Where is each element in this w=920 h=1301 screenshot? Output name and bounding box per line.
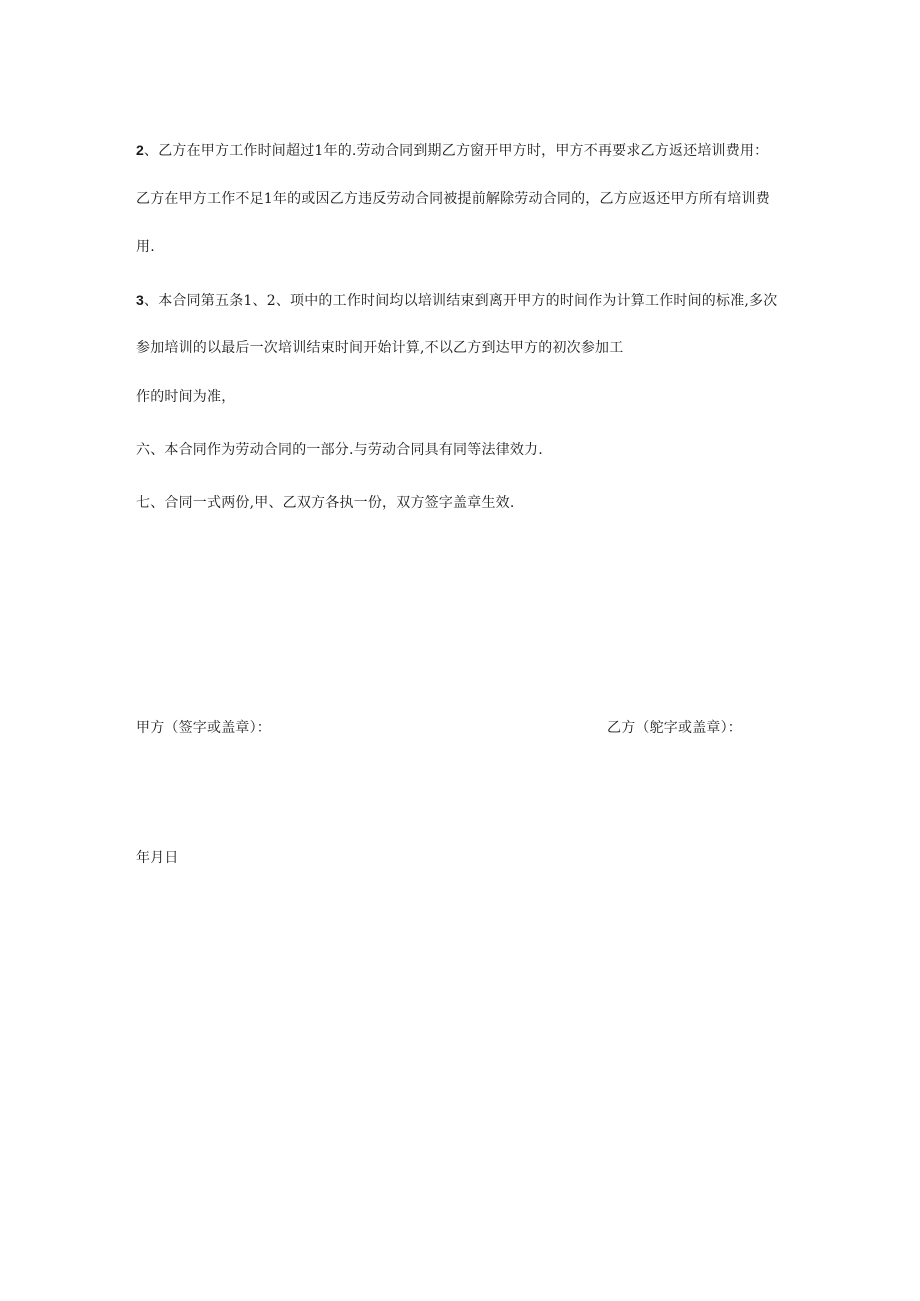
clause-3-line-3: 作的时间为准， [136,389,236,405]
party-b-signature-label: 乙方（鸵字或盖章）： [607,720,742,736]
party-a-signature-label: 甲方（签字或盖章）： [136,720,271,736]
clause-2-text-1: 、乙方在甲方工作时间超过1年的.劳动合同到期乙方窗开甲方时，甲方不再要求乙方返还培训费用： [144,143,769,159]
clause-3-text-1: 、本合同第五条1、2、项中的工作时间均以培训结束到离开甲方的时间作为计算工作时间的标准,多次 [144,293,778,309]
clause-3-line-2: 参加培训的以最后一次培训结束时间开始计算,不以乙方到达甲方的初次参加工 [136,340,624,356]
clause-2-line-2: 乙方在甲方工作不足1年的或因乙方违反劳动合同被提前解除劳动合同的，乙方应返还甲方所有培训费 [136,191,770,207]
clause-3-number: 3 [136,292,144,308]
clause-2-line-3: 用. [136,239,155,255]
article-6: 六、本合同作为劳动合同的一部分.与劳动合同具有同等法律效力. [136,442,543,458]
clause-2-number: 2 [136,142,144,158]
clause-3-line-1 [136,290,777,311]
article-7: 七、合同一式两份,甲、乙双方各执一份，双方签字盖章生效. [136,495,515,511]
signature-date: 年月日 [136,850,179,866]
clause-2-line-1 [136,140,768,161]
